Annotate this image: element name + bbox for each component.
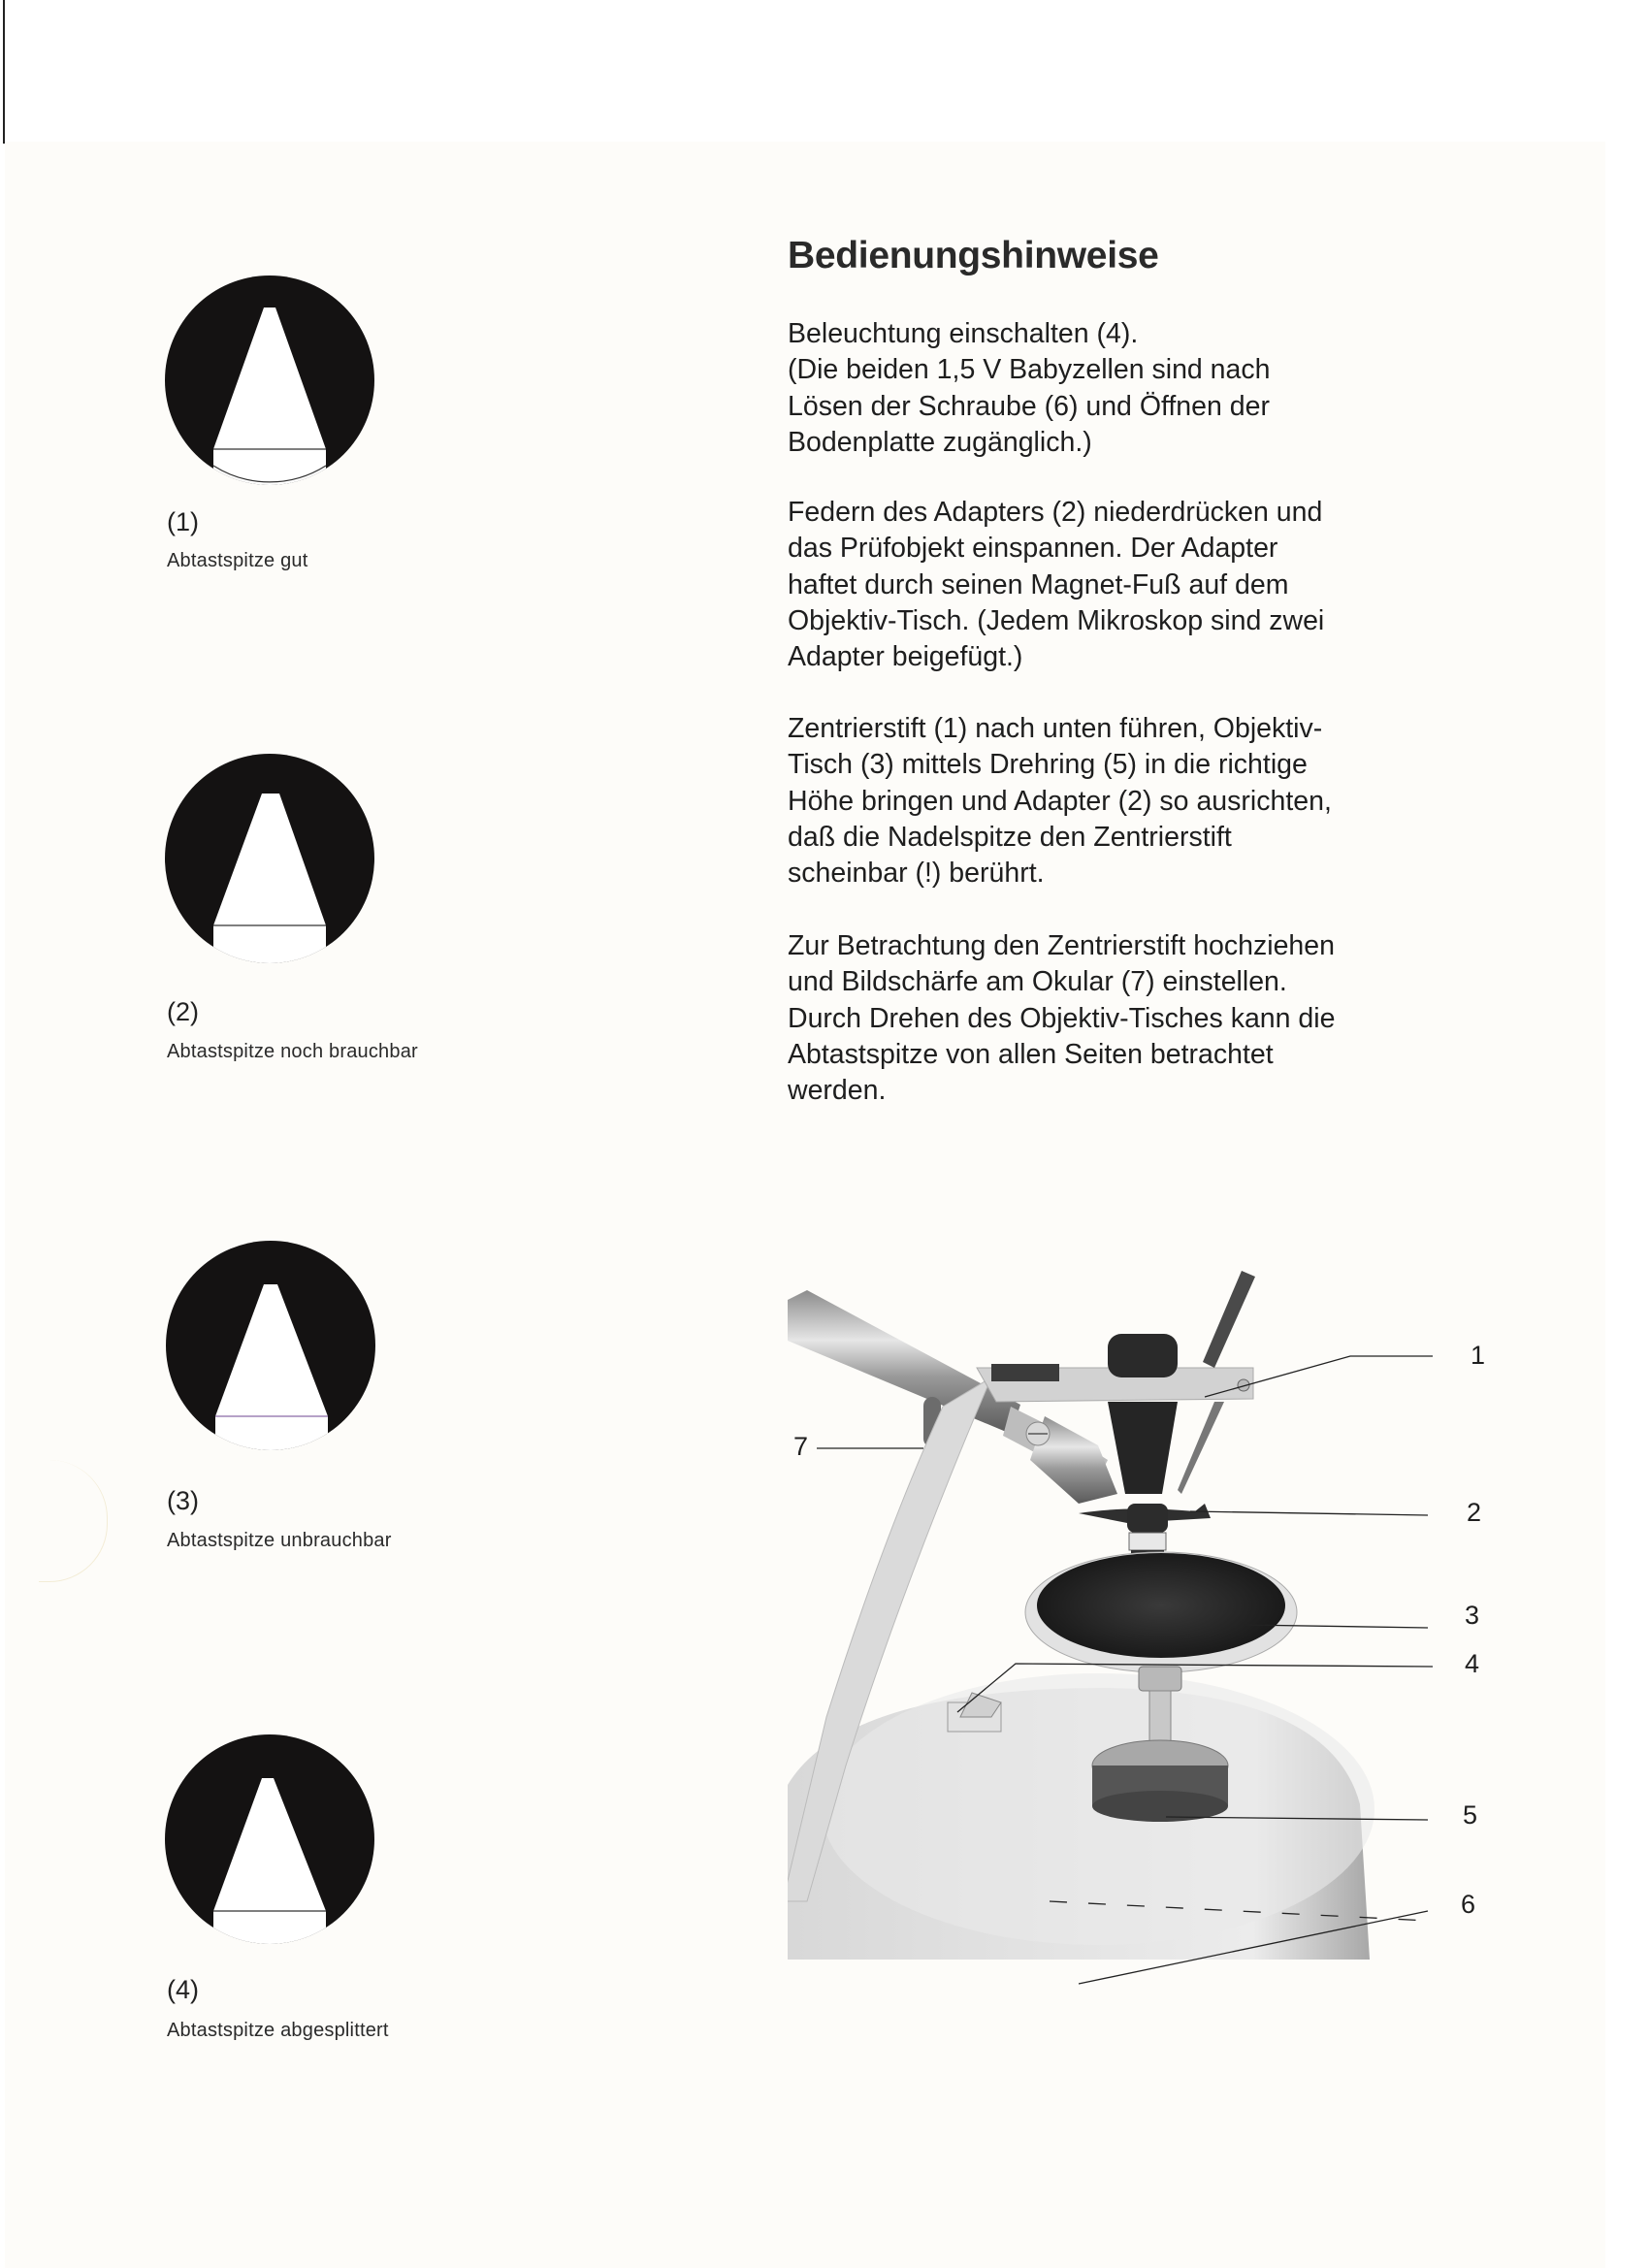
- instruction-paragraph-4: [788, 928, 1467, 1109]
- stylus-diagram-1: [165, 267, 456, 571]
- instruction-paragraph-1: [788, 316, 1467, 461]
- centering-pin-handle: [1203, 1271, 1255, 1368]
- diagram-number: (2): [167, 997, 199, 1026]
- adapter: [1127, 1504, 1168, 1533]
- diagram-number: (1): [167, 507, 199, 536]
- diagram-number: (4): [167, 1975, 199, 2004]
- leader-line-2: [1190, 1511, 1428, 1515]
- text-line: Beleuchtung einschalten (4).: [788, 318, 1139, 349]
- stylus-diagram-2: [165, 747, 456, 1062]
- text-line: (Die beiden 1,5 V Babyzellen sind nach: [788, 354, 1271, 386]
- diagram-caption: Abtastspitze abgesplittert: [167, 2020, 389, 2041]
- text-line: Federn des Adapters (2) niederdrücken und: [788, 497, 1323, 528]
- callout-7: 7: [793, 1432, 809, 1461]
- callout-5: 5: [1463, 1800, 1478, 1830]
- text-line: Abtastspitze von allen Seiten betrachtet: [788, 1038, 1274, 1070]
- callout-1: 1: [1471, 1341, 1486, 1370]
- text-line: Tisch (3) mittels Drehring (5) in die richtige: [788, 749, 1308, 781]
- centering-pin: [1178, 1402, 1224, 1494]
- diagram-caption: Abtastspitze unbrauchbar: [167, 1530, 392, 1551]
- microscope-illustration: [788, 1261, 1515, 2066]
- callout-6: 6: [1461, 1890, 1476, 1919]
- text-line: daß die Nadelspitze den Zentrierstift: [788, 821, 1232, 853]
- instruction-paragraph-3: [788, 711, 1467, 891]
- text-line: Zur Betrachtung den Zentrierstift hochziehen: [788, 930, 1335, 961]
- text-line: Höhe bringen und Adapter (2) so ausrichten,: [788, 785, 1332, 817]
- text-line: und Bildschärfe am Okular (7) einstellen.: [788, 966, 1287, 998]
- stylus-diagram-4: [165, 1725, 456, 2041]
- text-line: Adapter beigefügt.): [788, 641, 1023, 673]
- callout-4: 4: [1465, 1649, 1480, 1678]
- diagram-number: (3): [167, 1486, 199, 1515]
- instruction-paragraph-2: [788, 495, 1467, 675]
- text-line: Zentrierstift (1) nach unten führen, Objektiv-: [788, 713, 1323, 744]
- stylus-tip-still-usable-icon: [165, 747, 378, 970]
- objective-cap: [1108, 1334, 1178, 1377]
- scan-edge-line: [3, 0, 5, 144]
- diagram-caption: Abtastspitze gut: [167, 550, 308, 571]
- objective-lens: [1108, 1402, 1178, 1494]
- stylus-tip-good-icon: [165, 267, 378, 490]
- text-line: scheinbar (!) berührt.: [788, 858, 1045, 890]
- page-heading: Bedienungshinweise: [788, 235, 1159, 276]
- text-line: Objektiv-Tisch. (Jedem Mikroskop sind zwei: [788, 604, 1325, 636]
- microscope-figure: [788, 1261, 1515, 2066]
- text-line: das Prüfobjekt einspannen. Der Adapter: [788, 533, 1278, 565]
- stylus-tip-chipped-icon: [165, 1725, 378, 1948]
- diagram-caption: Abtastspitze noch brauchbar: [167, 1041, 418, 1062]
- text-line: werden.: [788, 1075, 887, 1107]
- text-line: Durch Drehen des Objektiv-Tisches kann die: [788, 1002, 1336, 1034]
- text-line: Lösen der Schraube (6) und Öffnen der: [788, 390, 1270, 422]
- stylus-diagram-3: [165, 1234, 456, 1551]
- eyepiece-tube: [788, 1290, 1020, 1434]
- text-line: Bodenplatte zugänglich.): [788, 426, 1092, 458]
- callout-3: 3: [1465, 1601, 1480, 1630]
- stylus-tip-unusable-icon: [165, 1234, 378, 1457]
- callout-2: 2: [1467, 1498, 1482, 1527]
- text-line: haftet durch seinen Magnet-Fuß auf dem: [788, 568, 1289, 600]
- objective-stage: [1037, 1553, 1285, 1658]
